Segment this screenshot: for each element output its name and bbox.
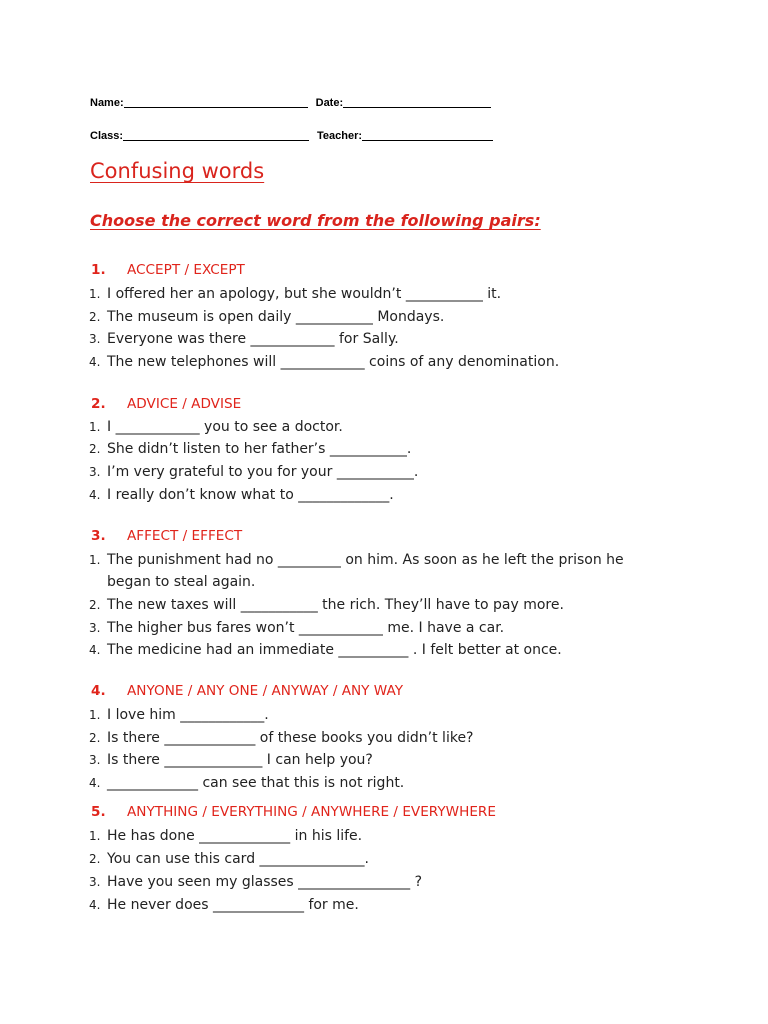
class-label: Class: — [90, 130, 124, 142]
list-item — [89, 351, 709, 373]
list-item — [89, 594, 709, 616]
section-title: ACCEPT / EXCEPT — [127, 262, 245, 278]
section-title: ANYONE / ANY ONE / ANYWAY / ANY WAY — [127, 683, 404, 699]
item-text: She didn’t listen to her father’s ___________. — [107, 441, 412, 457]
item-text: The new telephones will ____________ coins of any denomination. — [107, 354, 560, 370]
list-item — [89, 306, 709, 328]
list-item — [89, 283, 709, 305]
section-number: 1. — [91, 262, 106, 278]
section-number: 4. — [91, 683, 106, 699]
item-text: Have you seen my glasses ________________ ? — [107, 874, 423, 890]
name-date-row — [90, 96, 510, 110]
list-item — [89, 848, 709, 870]
section-heading-3 — [91, 528, 242, 544]
item-number: 2. — [89, 852, 101, 866]
item-number: 2. — [89, 731, 101, 745]
item-number: 2. — [89, 310, 101, 324]
name-field[interactable] — [124, 96, 308, 108]
item-number: 1. — [89, 420, 101, 434]
item-number: 1. — [89, 829, 101, 843]
item-text: The higher bus fares won’t ____________ me. I have a car. — [107, 620, 505, 636]
item-text: Is there ______________ I can help you? — [107, 752, 373, 768]
item-text: You can use this card _______________. — [107, 851, 369, 867]
section-heading-4 — [91, 683, 403, 699]
item-text: The museum is open daily ___________ Mondays. — [107, 309, 445, 325]
item-number: 3. — [89, 875, 101, 889]
section-heading-1 — [91, 262, 245, 278]
list-item — [89, 438, 709, 460]
list-item — [89, 871, 709, 893]
section-title: ANYTHING / EVERYTHING / ANYWHERE / EVERYWHERE — [127, 804, 496, 820]
class-field[interactable] — [123, 129, 309, 141]
page-title: Confusing words — [90, 159, 265, 183]
list-item — [89, 328, 709, 350]
date-field[interactable] — [343, 96, 491, 108]
item-text: I’m very grateful to you for your ___________. — [107, 464, 419, 480]
list-item — [89, 749, 709, 771]
item-number: 2. — [89, 598, 101, 612]
item-number: 4. — [89, 776, 101, 790]
item-number: 2. — [89, 442, 101, 456]
item-number: 1. — [89, 708, 101, 722]
section-number: 2. — [91, 396, 106, 412]
section-title: ADVICE / ADVISE — [127, 396, 242, 412]
list-item — [89, 825, 709, 847]
item-number: 1. — [89, 553, 101, 567]
item-text: I really don’t know what to _____________. — [107, 487, 394, 503]
item-text: He never does _____________ for me. — [107, 897, 359, 913]
item-number: 4. — [89, 488, 101, 502]
item-number: 3. — [89, 332, 101, 346]
class-teacher-row — [90, 129, 510, 143]
list-item — [89, 639, 709, 661]
section-number: 3. — [91, 528, 106, 544]
section-number: 5. — [91, 804, 106, 820]
item-number: 4. — [89, 898, 101, 912]
list-item — [89, 461, 709, 483]
list-item — [89, 549, 709, 594]
date-label: Date: — [315, 97, 344, 109]
item-number: 4. — [89, 355, 101, 369]
item-number: 1. — [89, 287, 101, 301]
list-item — [89, 894, 709, 916]
item-text: Is there _____________ of these books you didn’t like? — [107, 730, 474, 746]
instructions: Choose the correct word from the following pairs: — [90, 211, 541, 230]
list-item — [89, 704, 709, 726]
list-item — [89, 617, 709, 639]
item-number: 4. — [89, 643, 101, 657]
item-text: Everyone was there ____________ for Sally. — [107, 331, 399, 347]
section-heading-2 — [91, 396, 241, 412]
teacher-label: Teacher: — [317, 130, 363, 142]
item-text: I offered her an apology, but she wouldn’t ___________ it. — [107, 286, 502, 302]
item-number: 3. — [89, 753, 101, 767]
item-text: I ____________ you to see a doctor. — [107, 419, 343, 435]
list-item — [89, 772, 709, 794]
section-title: AFFECT / EFFECT — [127, 528, 243, 544]
item-text: He has done _____________ in his life. — [107, 828, 363, 844]
item-number: 3. — [89, 621, 101, 635]
name-label: Name: — [90, 97, 124, 109]
list-item — [89, 727, 709, 749]
list-item — [89, 416, 709, 438]
section-heading-5 — [91, 804, 496, 820]
teacher-field[interactable] — [362, 129, 493, 141]
item-text: The new taxes will ___________ the rich. They’ll have to pay more. — [107, 597, 564, 613]
item-text: The punishment had no _________ on him. As soon as he left the prison he — [107, 552, 624, 568]
list-item — [89, 484, 709, 506]
item-text-continued: began to steal again. — [107, 574, 256, 591]
item-text: I love him ____________. — [107, 707, 269, 723]
item-number: 3. — [89, 465, 101, 479]
item-text: _____________ can see that this is not right. — [107, 775, 405, 791]
item-text: The medicine had an immediate __________ . I felt better at once. — [107, 642, 562, 658]
